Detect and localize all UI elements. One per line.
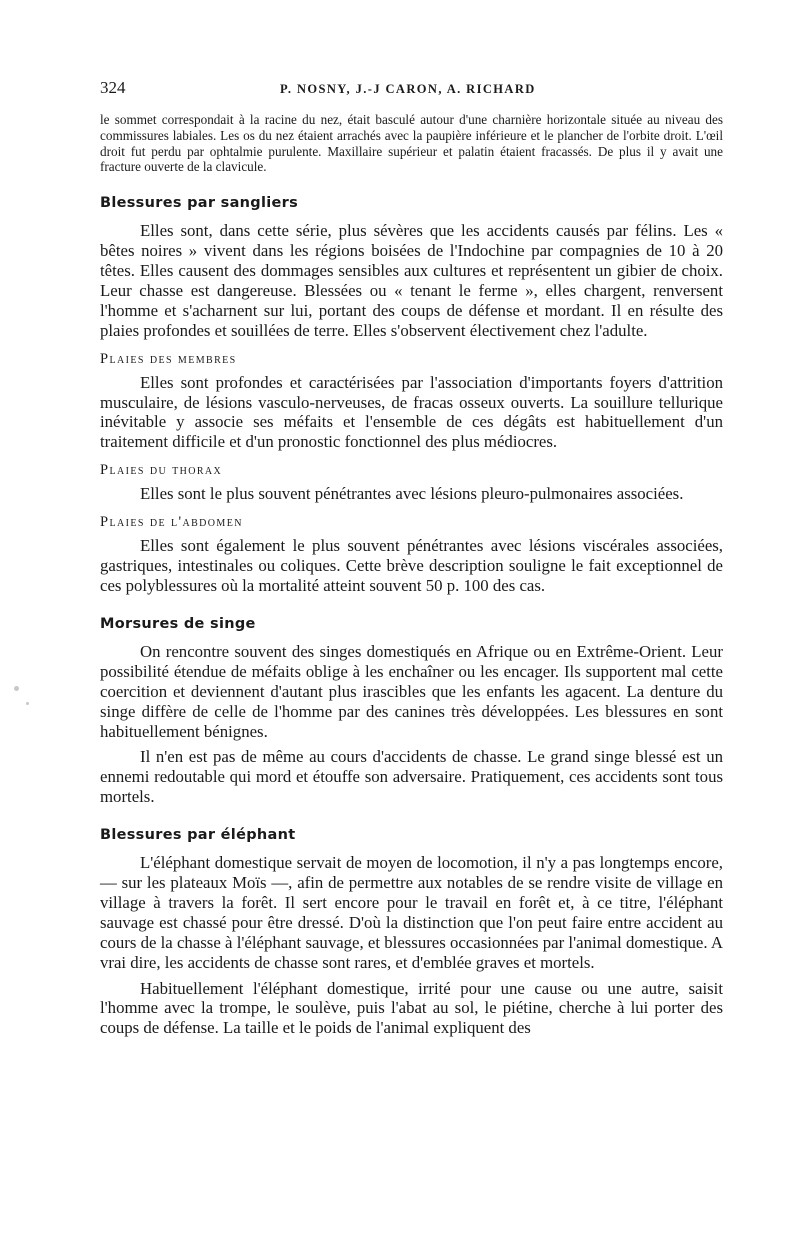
paragraph: Elles sont également le plus souvent pénétrantes avec lésions viscérales associées, gastriques, intestinales ou coliques. Cette brève description souligne le fait exceptionnel de ces polyblessures où la mortalité atteint souvent 50 p. 100 des cas. <box>100 536 723 595</box>
section-title-sangliers: Blessures par sangliers <box>100 195 299 212</box>
running-head-authors: P. NOSNY, J.-J CARON, A. RICHARD <box>280 82 536 96</box>
section-elephant <box>100 827 723 1038</box>
paragraph: Elles sont, dans cette série, plus sévères que les accidents causés par félins. Les « bêtes noires » vivent dans les régions boisées de l'Indochine par compagnies de 10 à 20 têtes. Elles causent des dommages sensibles aux cultures et représentent un gibier de choix. Leur chasse est dangereuse. Blessées ou « tenant le ferme », elles chargent, renversent l'homme et s'acharnent sur lui, portant des coups de défense et mordant. Il en résulte des plaies profondes et souillées de terre. Elles s'observent électivement chez l'adulte. <box>100 221 723 340</box>
running-head <box>100 78 723 108</box>
paragraph: Elles sont le plus souvent pénétrantes avec lésions pleuro-pulmonaires associées. <box>140 484 684 504</box>
paragraph: L'éléphant domestique servait de moyen de locomotion, il n'y a pas longtemps encore, — sur les plateaux Moïs —, afin de permettre aux notables de se rendre visite de village en village à travers la forêt. Il sert encore pour le travail en forêt et, à ce titre, l'éléphant sauvage est chassé pour être dressé. D'où la distinction que l'on peut faire entre accident au cours de la chasse à l'éléphant sauvage, et blessures occasionnées par l'animal domestique. A vrai dire, les accidents de chasse sont rares, et d'emblée graves et mortels. <box>100 853 723 972</box>
print-speck <box>26 702 29 705</box>
paragraph: Habituellement l'éléphant domestique, irrité pour une cause ou une autre, saisit l'homme avec la trompe, le soulève, puis l'abat au sol, le piétine, cherche à lui porter des coups de défense. La taille et le poids de l'animal expliquent des <box>100 978 723 1038</box>
intro-paragraph: le sommet correspondait à la racine du nez, était basculé autour d'une charnière horizontale située au niveau des commissures labiales. Les os du nez étaient arrachés avec la paupière inférieure et le plancher de l'orbite droit. L'œil droit fut perdu par ophtalmie purulente. Maxillaire supérieur et palatin étaient fracassés. De plus il y avait une fracture ouverte de la clavicule. <box>100 112 723 175</box>
page <box>100 78 723 1038</box>
section-title-elephant: Blessures par éléphant <box>100 827 296 844</box>
section-title-singe: Morsures de singe <box>100 615 256 632</box>
print-speck <box>14 686 19 691</box>
page-number: 324 <box>100 78 126 97</box>
paragraph: Elles sont profondes et caractérisées par l'association d'importants foyers d'attrition musculaire, de lésions vasculo-nerveuses, de fracas osseux ouverts. La souillure tellurique inévitable y associe ses méfaits et l'ensemble de ces dégâts est habituellement d'un traitement difficile et d'un pronostic fonctionnel des plus médiocres. <box>100 372 723 452</box>
paragraph: On rencontre souvent des singes domestiqués en Afrique ou en Extrême-Orient. Leur possibilité étendue de méfaits oblige à les enchaîner ou les encager. Ils supportent mal cette coercition et deviennent d'autant plus irascibles que les enfants les agacent. La denture du singe diffère de celle de l'homme par des canines très développées. Les blessures en sont habituellement bénignes. <box>100 641 723 741</box>
subsection-title-thorax: Plaies du thorax <box>100 462 223 479</box>
section-singe <box>100 616 723 807</box>
subsection-title-membres: Plaies des membres <box>100 350 237 367</box>
paragraph: Il n'en est pas de même au cours d'accidents de chasse. Le grand singe blessé est un ennemi redoutable qui mord et étouffe son adversaire. Pratiquement, ces accidents sont tous mortels. <box>100 747 723 807</box>
subsection-title-abdomen: Plaies de l'abdomen <box>100 514 243 531</box>
section-sangliers <box>100 195 723 596</box>
